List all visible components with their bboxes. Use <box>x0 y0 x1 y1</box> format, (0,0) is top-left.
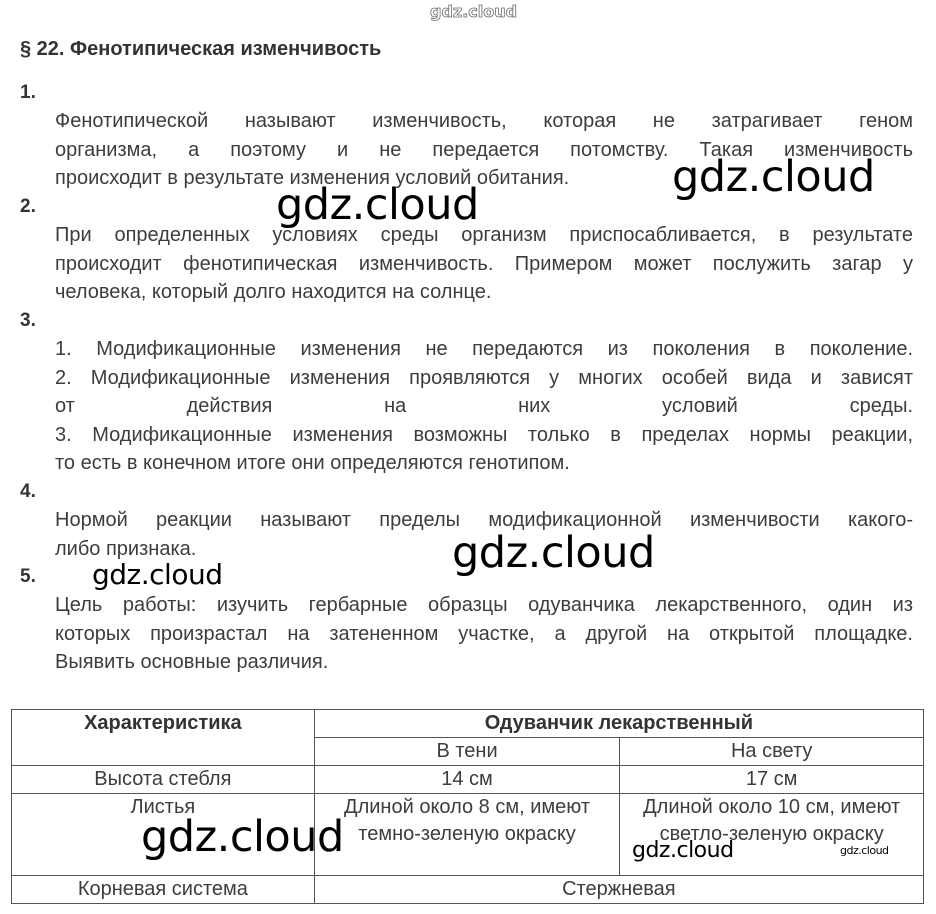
text-line: Выявить основные различия. <box>55 651 329 673</box>
text-line: Нормой реакции называют пределы модификационной изменчивости какого- <box>55 509 913 531</box>
text-line: от действия на них условий среды. <box>55 395 913 417</box>
text-line: то есть в конечном итоге они определяются генотипом. <box>55 452 570 474</box>
text-line: Цель работы: изучить гербарные образцы одуванчика лекарственного, один из <box>55 594 913 616</box>
watermark: gdz.cloud <box>92 558 223 591</box>
text-line: организма, а поэтому и не передается потомству. Такая изменчивость <box>55 138 913 161</box>
text-line: 3. Модификационные изменения возможны только в пределах нормы реакции, <box>55 423 913 446</box>
text-line: происходит фенотипическая изменчивость. Примером может послужить загар у <box>55 252 913 275</box>
watermark: gdz.cloud <box>276 180 479 230</box>
cell-shade: 14 см <box>314 766 620 794</box>
cell-light: 17 см <box>620 766 924 794</box>
text-line: происходит в результате изменения условий обитания. <box>55 167 570 189</box>
text-line: Фенотипической называют изменчивость, которая не затрагивает геном <box>55 110 913 132</box>
header-light: На свету <box>620 738 924 766</box>
table-row <box>12 766 924 794</box>
item-number-1: 1. <box>20 82 36 103</box>
watermark: gdz.cloud <box>672 152 875 202</box>
table-row <box>12 876 924 904</box>
header-characteristic: Характеристика <box>12 710 315 766</box>
cell-shade: Длиной около 8 см, имеют темно-зеленую окраску <box>314 794 620 876</box>
item-number-5: 5. <box>20 566 36 587</box>
item-text-3 <box>55 335 913 478</box>
row-label: Высота стебля <box>12 766 315 794</box>
watermark: gdz.cloud <box>452 528 655 578</box>
text-line: которых произрастал на затененном участке, а другой на открытой площадке. <box>55 622 913 645</box>
row-label: Листья <box>12 794 315 876</box>
item-number-3: 3. <box>20 310 36 331</box>
table-header-row <box>12 710 924 738</box>
watermark: gdz.cloud <box>840 844 889 857</box>
text-line: 2. Модификационные изменения проявляются у многих особей вида и зависят <box>55 366 913 389</box>
cell-light: Длиной около 10 см, имеют светло-зеленую окраску <box>620 794 924 876</box>
cell-merged: Стержневая <box>314 876 923 904</box>
item-number-2: 2. <box>20 196 36 217</box>
watermark-top: gdz.cloud <box>430 2 518 21</box>
text-line: При определенных условиях среды организм приспосабливается, в результате <box>55 224 913 246</box>
item-text-2 <box>55 221 913 307</box>
text-line: 1. Модификационные изменения не передаются из поколения в поколение. <box>55 338 913 360</box>
header-shade: В тени <box>314 738 620 766</box>
text-line: человека, который долго находится на солнце. <box>55 281 492 303</box>
comparison-table <box>11 709 924 904</box>
watermark: gdz.cloud <box>141 812 344 862</box>
page-title: § 22. Фенотипическая изменчивость <box>20 38 382 60</box>
item-text-5 <box>55 591 913 677</box>
row-label: Корневая система <box>12 876 315 904</box>
text-line: либо признака. <box>55 537 197 560</box>
header-plant: Одуванчик лекарственный <box>314 710 923 738</box>
item-number-4: 4. <box>20 481 36 502</box>
watermark: gdz.cloud <box>632 838 734 863</box>
